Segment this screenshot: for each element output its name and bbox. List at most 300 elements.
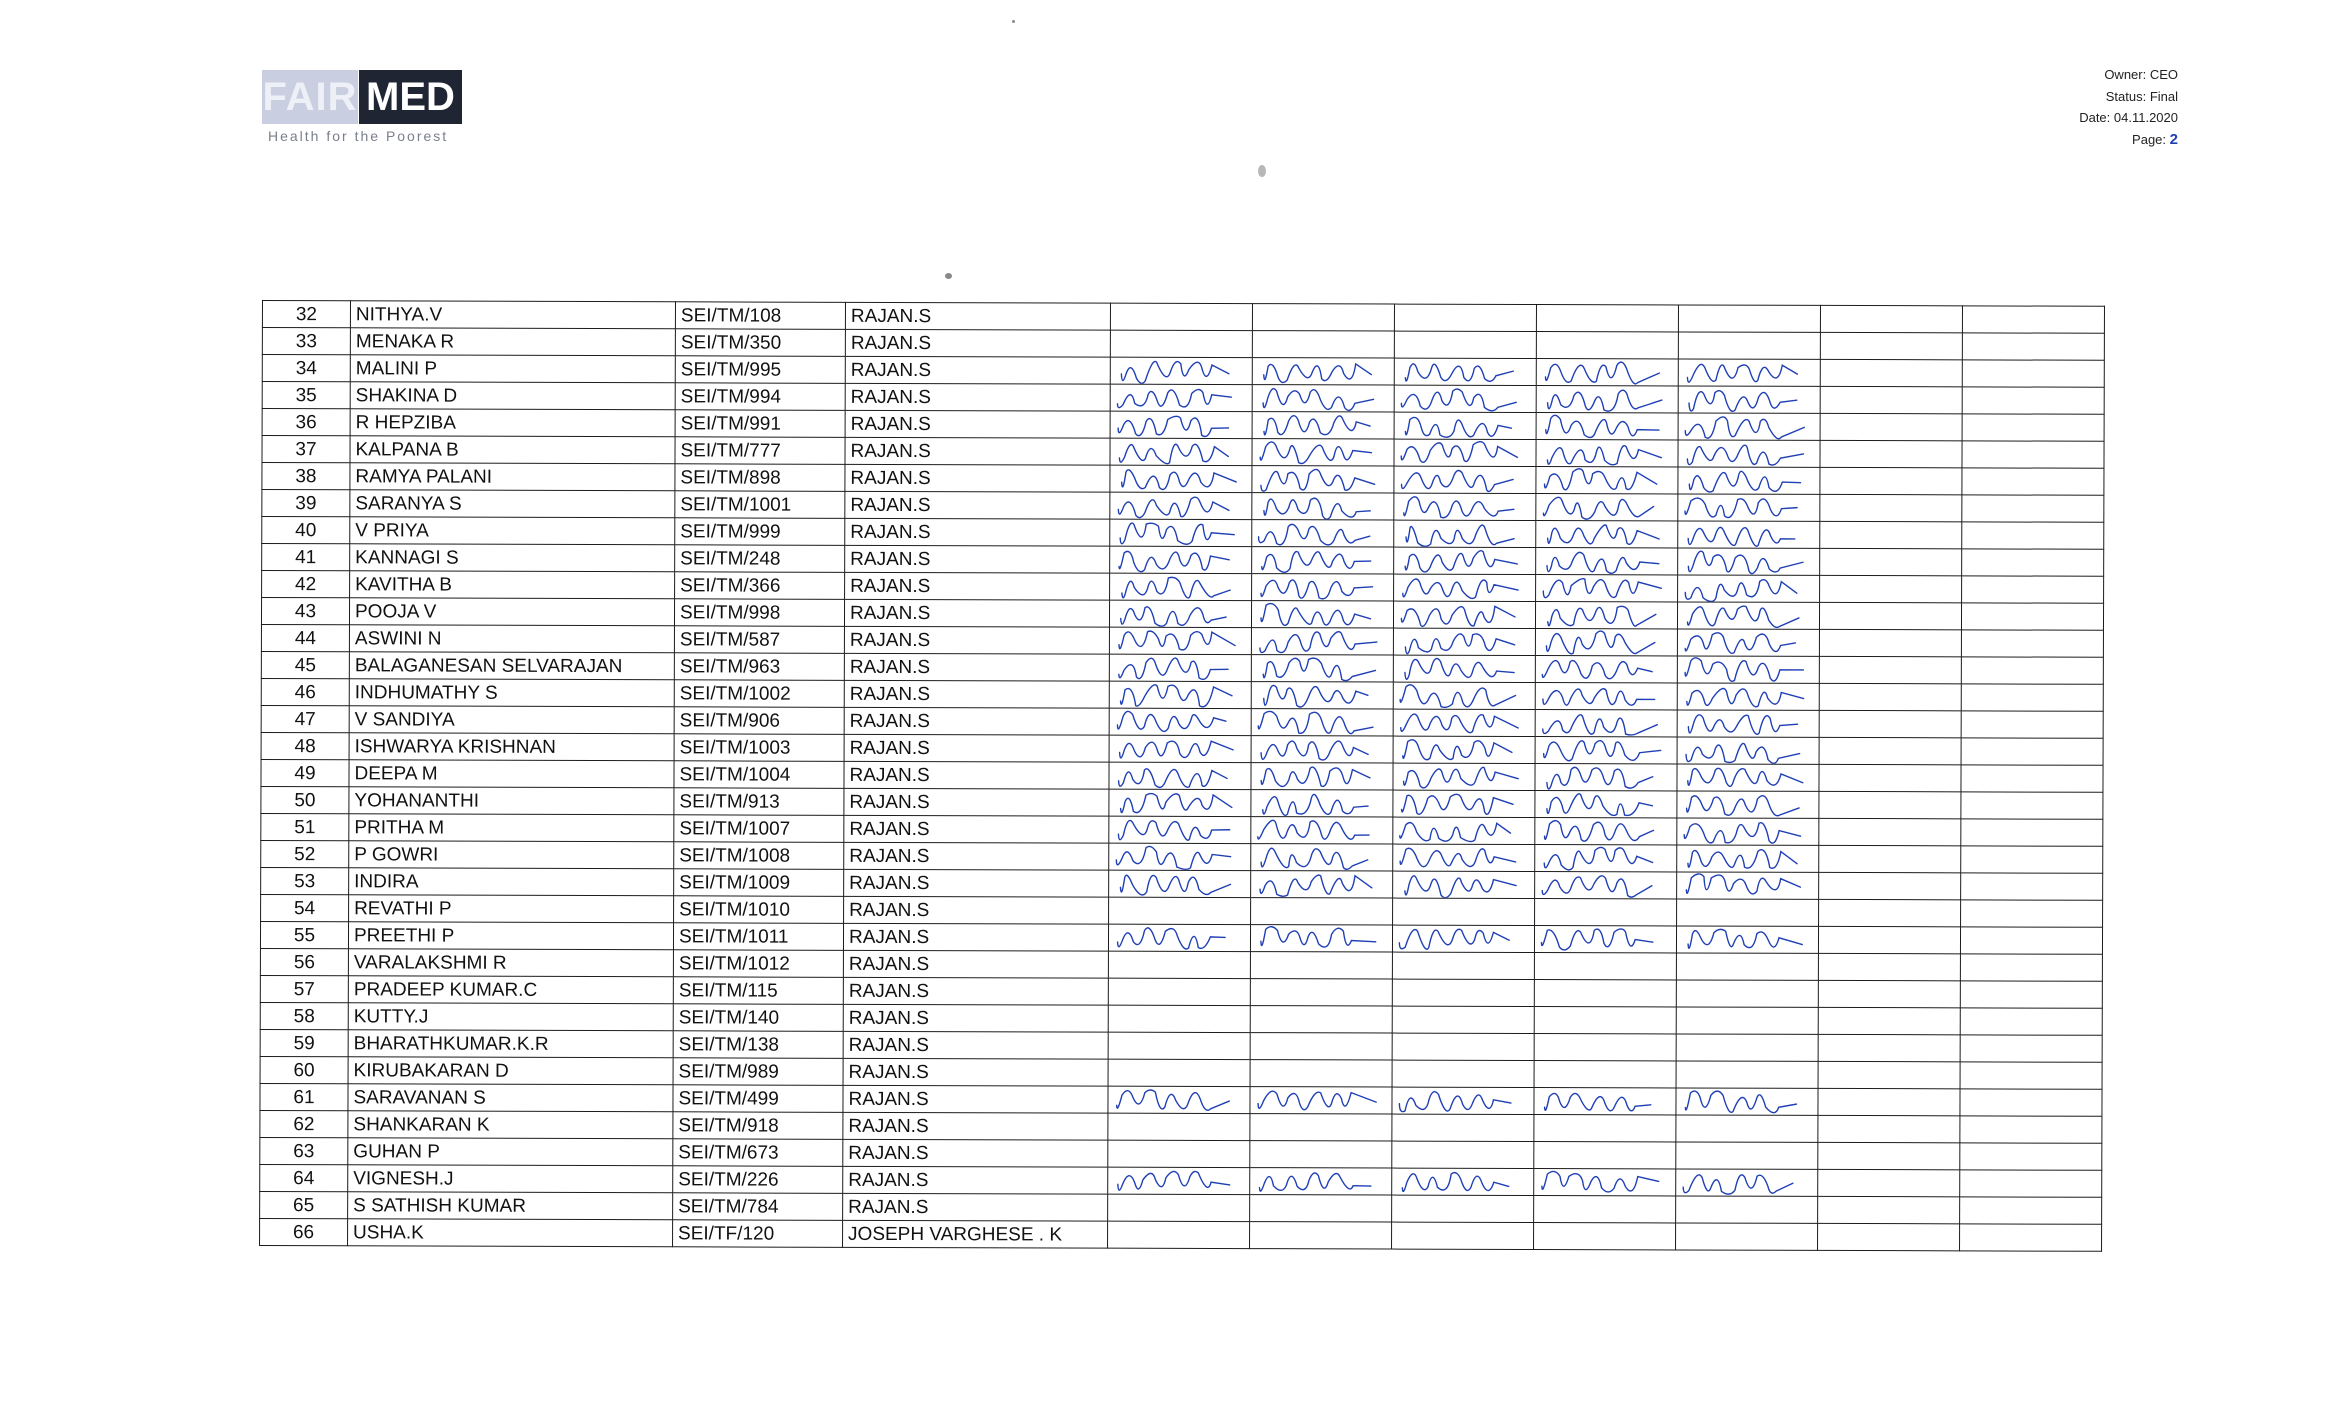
- signature-cell: [1394, 547, 1536, 574]
- employee-name: VARALAKSHMI R: [348, 949, 673, 977]
- handwritten-signature: [1677, 791, 1819, 818]
- employee-id: SEI/TM/248: [675, 545, 845, 573]
- row-number: 62: [260, 1110, 348, 1137]
- employee-id: SEI/TM/1002: [674, 680, 844, 708]
- supervisor-name: RAJAN.S: [843, 1193, 1108, 1221]
- employee-id: SEI/TM/898: [675, 464, 845, 492]
- signature-cell: [1250, 925, 1392, 952]
- row-number: 39: [262, 490, 350, 517]
- signature-cell: [1109, 816, 1251, 843]
- handwritten-signature: [1110, 438, 1252, 465]
- signature-cell: [1534, 1168, 1676, 1195]
- handwritten-signature: [1536, 467, 1678, 494]
- signature-cell: [1961, 846, 2103, 873]
- signature-cell: [1818, 926, 1960, 953]
- signature-cell: [1393, 601, 1535, 628]
- employee-id: SEI/TM/906: [674, 707, 844, 735]
- handwritten-signature: [1392, 1087, 1534, 1114]
- employee-name: ASWINI N: [349, 625, 674, 653]
- signature-cell: [1535, 656, 1677, 683]
- signature-cell: [1818, 953, 1960, 980]
- employee-name: PREETHI P: [348, 922, 673, 950]
- signature-cell: [1252, 493, 1394, 520]
- signature-cell: [1819, 683, 1961, 710]
- employee-id: SEI/TM/1011: [673, 923, 843, 951]
- signature-cell: [1394, 493, 1536, 520]
- signature-cell: [1392, 1060, 1534, 1087]
- signature-cell: [1393, 790, 1535, 817]
- handwritten-signature: [1678, 548, 1820, 575]
- signature-cell: [1678, 440, 1820, 467]
- signature-cell: [1676, 1142, 1818, 1169]
- handwritten-signature: [1110, 384, 1252, 411]
- signature-cell: [1818, 1034, 1960, 1061]
- signature-cell: [1109, 843, 1251, 870]
- signature-cell: [1678, 548, 1820, 575]
- meta-page: [2079, 129, 2178, 151]
- signature-cell: [1535, 629, 1677, 656]
- signature-cell: [1535, 791, 1677, 818]
- signature-cell: [1677, 602, 1819, 629]
- handwritten-signature: [1110, 411, 1252, 438]
- signature-cell: [1392, 1006, 1534, 1033]
- supervisor-name: JOSEPH VARGHESE . K: [843, 1220, 1108, 1248]
- signature-cell: [1250, 952, 1392, 979]
- row-number: 50: [261, 786, 349, 813]
- signature-cell: [1960, 1062, 2102, 1089]
- signature-cell: [1535, 764, 1677, 791]
- row-number: 45: [261, 651, 349, 678]
- handwritten-signature: [1536, 359, 1678, 386]
- signature-cell: [1820, 494, 1962, 521]
- handwritten-signature: [1251, 655, 1393, 682]
- signature-cell: [1820, 305, 1962, 332]
- row-number: 66: [260, 1218, 348, 1245]
- supervisor-name: RAJAN.S: [843, 1058, 1108, 1086]
- handwritten-signature: [1677, 602, 1819, 629]
- employee-name: SARAVANAN S: [348, 1084, 673, 1112]
- row-number: 51: [261, 813, 349, 840]
- employee-id: SEI/TM/587: [674, 626, 844, 654]
- signature-cell: [1819, 845, 1961, 872]
- row-number: 49: [261, 759, 349, 786]
- handwritten-signature: [1678, 413, 1820, 440]
- supervisor-name: RAJAN.S: [843, 1112, 1108, 1140]
- signature-cell: [1536, 413, 1678, 440]
- signature-cell: [1109, 681, 1251, 708]
- signature-cell: [1962, 333, 2104, 360]
- signature-cell: [1961, 819, 2103, 846]
- employee-name: S SATHISH KUMAR: [348, 1192, 673, 1220]
- handwritten-signature: [1535, 737, 1677, 764]
- supervisor-name: RAJAN.S: [844, 788, 1109, 816]
- meta-date: Date: 04.11.2020: [2079, 110, 2178, 125]
- handwritten-signature: [1394, 574, 1536, 601]
- handwritten-signature: [1392, 1168, 1534, 1195]
- employee-name: KIRUBAKARAN D: [348, 1057, 673, 1085]
- handwritten-signature: [1108, 1167, 1250, 1194]
- signature-cell: [1251, 763, 1393, 790]
- signature-cell: [1108, 1032, 1250, 1059]
- signature-cell: [1961, 873, 2103, 900]
- handwritten-signature: [1109, 789, 1251, 816]
- employee-name: BHARATHKUMAR.K.R: [348, 1030, 673, 1058]
- employee-id: SEI/TM/991: [675, 410, 845, 438]
- scan-speck: [1258, 165, 1266, 177]
- signature-cell: [1110, 546, 1252, 573]
- signature-cell: [1250, 1033, 1392, 1060]
- supervisor-name: RAJAN.S: [843, 923, 1108, 951]
- signature-cell: [1962, 495, 2104, 522]
- signature-cell: [1110, 411, 1252, 438]
- signature-cell: [1251, 871, 1393, 898]
- employee-id: SEI/TM/999: [675, 518, 845, 546]
- signature-cell: [1960, 1116, 2102, 1143]
- signature-cell: [1250, 1114, 1392, 1141]
- signature-cell: [1820, 521, 1962, 548]
- signature-cell: [1393, 871, 1535, 898]
- row-number: 55: [260, 921, 348, 948]
- signature-cell: [1820, 440, 1962, 467]
- employee-name: RAMYA PALANI: [350, 463, 675, 491]
- row-number: 33: [262, 328, 350, 355]
- attendance-table: [259, 300, 2105, 1252]
- handwritten-signature: [1677, 737, 1819, 764]
- signature-cell: [1393, 817, 1535, 844]
- signature-cell: [1819, 602, 1961, 629]
- signature-cell: [1392, 952, 1534, 979]
- signature-cell: [1962, 522, 2104, 549]
- supervisor-name: RAJAN.S: [844, 815, 1109, 843]
- signature-cell: [1394, 439, 1536, 466]
- handwritten-signature: [1536, 521, 1678, 548]
- row-number: 64: [260, 1164, 348, 1191]
- employee-name: PRADEEP KUMAR.C: [348, 976, 673, 1004]
- handwritten-signature: [1535, 818, 1677, 845]
- signature-cell: [1535, 683, 1677, 710]
- signature-cell: [1393, 736, 1535, 763]
- employee-name: MALINI P: [350, 355, 675, 383]
- handwritten-signature: [1677, 764, 1819, 791]
- signature-cell: [1536, 359, 1678, 386]
- employee-name: POOJA V: [349, 598, 674, 626]
- meta-page-number: 2: [2169, 130, 2178, 148]
- signature-cell: [1536, 332, 1678, 359]
- signature-cell: [1251, 817, 1393, 844]
- employee-id: SEI/TM/777: [675, 437, 845, 465]
- employee-name: DEEPA M: [349, 760, 674, 788]
- signature-cell: [1252, 331, 1394, 358]
- signature-cell: [1250, 1195, 1392, 1222]
- row-number: 60: [260, 1056, 348, 1083]
- signature-cell: [1252, 439, 1394, 466]
- signature-cell: [1535, 737, 1677, 764]
- handwritten-signature: [1677, 872, 1819, 899]
- signature-cell: [1110, 303, 1252, 330]
- signature-cell: [1394, 574, 1536, 601]
- signature-cell: [1677, 899, 1819, 926]
- signature-cell: [1393, 844, 1535, 871]
- handwritten-signature: [1109, 654, 1251, 681]
- handwritten-signature: [1393, 655, 1535, 682]
- row-number: 57: [260, 975, 348, 1002]
- signature-cell: [1394, 304, 1536, 331]
- signature-cell: [1820, 332, 1962, 359]
- handwritten-signature: [1252, 358, 1394, 385]
- employee-name: KAVITHA B: [350, 571, 675, 599]
- signature-cell: [1818, 1007, 1960, 1034]
- logo-tagline: Health for the Poorest: [268, 128, 449, 144]
- handwritten-signature: [1536, 548, 1678, 575]
- signature-cell: [1251, 655, 1393, 682]
- employee-id: SEI/TM/1003: [674, 734, 844, 762]
- signature-cell: [1250, 1222, 1392, 1249]
- row-number: 36: [262, 409, 350, 436]
- signature-cell: [1393, 763, 1535, 790]
- supervisor-name: RAJAN.S: [843, 1085, 1108, 1113]
- handwritten-signature: [1676, 1088, 1818, 1115]
- signature-cell: [1960, 1143, 2102, 1170]
- signature-cell: [1819, 629, 1961, 656]
- employee-name: V SANDIYA: [349, 706, 674, 734]
- signature-cell: [1819, 791, 1961, 818]
- signature-cell: [1252, 304, 1394, 331]
- signature-cell: [1960, 954, 2102, 981]
- signature-cell: [1534, 1061, 1676, 1088]
- employee-id: SEI/TM/673: [673, 1139, 843, 1167]
- signature-cell: [1819, 818, 1961, 845]
- signature-cell: [1962, 576, 2104, 603]
- signature-cell: [1394, 385, 1536, 412]
- supervisor-name: RAJAN.S: [845, 518, 1110, 546]
- handwritten-signature: [1536, 440, 1678, 467]
- handwritten-signature: [1677, 845, 1819, 872]
- supervisor-name: RAJAN.S: [844, 842, 1109, 870]
- signature-cell: [1818, 1061, 1960, 1088]
- employee-id: SEI/TM/989: [673, 1058, 843, 1086]
- signature-cell: [1676, 1088, 1818, 1115]
- handwritten-signature: [1677, 710, 1819, 737]
- signature-cell: [1108, 951, 1250, 978]
- handwritten-signature: [1108, 924, 1250, 951]
- signature-cell: [1392, 1222, 1534, 1249]
- supervisor-name: RAJAN.S: [844, 869, 1109, 897]
- signature-cell: [1392, 1168, 1534, 1195]
- signature-cell: [1393, 628, 1535, 655]
- signature-cell: [1677, 656, 1819, 683]
- employee-name: GUHAN P: [348, 1138, 673, 1166]
- handwritten-signature: [1251, 736, 1393, 763]
- row-number: 44: [261, 624, 349, 651]
- supervisor-name: RAJAN.S: [844, 896, 1109, 924]
- signature-cell: [1676, 1169, 1818, 1196]
- employee-id: SEI/TM/226: [673, 1166, 843, 1194]
- signature-cell: [1535, 602, 1677, 629]
- signature-cell: [1109, 789, 1251, 816]
- signature-cell: [1536, 548, 1678, 575]
- employee-id: SEI/TM/115: [673, 977, 843, 1005]
- signature-cell: [1110, 492, 1252, 519]
- handwritten-signature: [1535, 629, 1677, 656]
- handwritten-signature: [1535, 791, 1677, 818]
- row-number: 53: [261, 867, 349, 894]
- handwritten-signature: [1109, 816, 1251, 843]
- signature-cell: [1962, 441, 2104, 468]
- signature-cell: [1535, 710, 1677, 737]
- fairmed-logo: [262, 70, 472, 150]
- signature-cell: [1536, 440, 1678, 467]
- handwritten-signature: [1677, 683, 1819, 710]
- row-number: 52: [261, 840, 349, 867]
- handwritten-signature: [1678, 440, 1820, 467]
- handwritten-signature: [1252, 493, 1394, 520]
- employee-id: SEI/TM/1004: [674, 761, 844, 789]
- signature-cell: [1819, 899, 1961, 926]
- signature-cell: [1252, 574, 1394, 601]
- signature-cell: [1676, 953, 1818, 980]
- signature-cell: [1109, 708, 1251, 735]
- signature-cell: [1961, 603, 2103, 630]
- signature-cell: [1819, 656, 1961, 683]
- signature-cell: [1678, 413, 1820, 440]
- handwritten-signature: [1677, 656, 1819, 683]
- employee-name: NITHYA.V: [350, 301, 675, 329]
- meta-page-label: Page:: [2132, 131, 2167, 147]
- row-number: 34: [262, 355, 350, 382]
- table-row: [260, 1218, 2102, 1251]
- handwritten-signature: [1535, 683, 1677, 710]
- signature-cell: [1677, 710, 1819, 737]
- row-number: 42: [262, 571, 350, 598]
- handwritten-signature: [1393, 736, 1535, 763]
- handwritten-signature: [1251, 790, 1393, 817]
- signature-cell: [1677, 764, 1819, 791]
- supervisor-name: RAJAN.S: [843, 950, 1108, 978]
- signature-cell: [1678, 332, 1820, 359]
- employee-name: V PRIYA: [350, 517, 675, 545]
- signature-cell: [1108, 1221, 1250, 1248]
- row-number: 59: [260, 1029, 348, 1056]
- handwritten-signature: [1252, 439, 1394, 466]
- signature-cell: [1392, 1141, 1534, 1168]
- signature-cell: [1394, 466, 1536, 493]
- signature-cell: [1960, 1008, 2102, 1035]
- signature-cell: [1818, 1115, 1960, 1142]
- signature-cell: [1818, 1196, 1960, 1223]
- signature-cell: [1961, 657, 2103, 684]
- signature-cell: [1678, 359, 1820, 386]
- signature-cell: [1961, 684, 2103, 711]
- signature-cell: [1820, 386, 1962, 413]
- handwritten-signature: [1393, 844, 1535, 871]
- signature-cell: [1961, 711, 2103, 738]
- signature-cell: [1108, 1194, 1250, 1221]
- supervisor-name: RAJAN.S: [844, 599, 1109, 627]
- supervisor-name: RAJAN.S: [845, 410, 1110, 438]
- handwritten-signature: [1394, 385, 1536, 412]
- handwritten-signature: [1252, 385, 1394, 412]
- handwritten-signature: [1252, 466, 1394, 493]
- signature-cell: [1392, 1114, 1534, 1141]
- signature-cell: [1819, 764, 1961, 791]
- signature-cell: [1820, 413, 1962, 440]
- employee-name: R HEPZIBA: [350, 409, 675, 437]
- signature-cell: [1110, 573, 1252, 600]
- handwritten-signature: [1392, 925, 1534, 952]
- row-number: 58: [260, 1002, 348, 1029]
- handwritten-signature: [1251, 709, 1393, 736]
- employee-name: PRITHA M: [349, 814, 674, 842]
- supervisor-name: RAJAN.S: [845, 545, 1110, 573]
- signature-cell: [1251, 709, 1393, 736]
- handwritten-signature: [1535, 656, 1677, 683]
- handwritten-signature: [1251, 871, 1393, 898]
- row-number: 46: [261, 678, 349, 705]
- signature-cell: [1394, 520, 1536, 547]
- signature-cell: [1818, 1223, 1960, 1250]
- handwritten-signature: [1250, 925, 1392, 952]
- signature-cell: [1109, 762, 1251, 789]
- handwritten-signature: [1393, 871, 1535, 898]
- signature-cell: [1250, 1006, 1392, 1033]
- signature-cell: [1960, 1089, 2102, 1116]
- handwritten-signature: [1110, 519, 1252, 546]
- handwritten-signature: [1393, 817, 1535, 844]
- handwritten-signature: [1110, 573, 1252, 600]
- handwritten-signature: [1108, 1086, 1250, 1113]
- handwritten-signature: [1109, 735, 1251, 762]
- handwritten-signature: [1393, 628, 1535, 655]
- handwritten-signature: [1252, 547, 1394, 574]
- row-number: 48: [261, 732, 349, 759]
- signature-cell: [1110, 384, 1252, 411]
- signature-cell: [1960, 1197, 2102, 1224]
- employee-id: SEI/TM/998: [674, 599, 844, 627]
- signature-cell: [1108, 924, 1250, 951]
- employee-name: P GOWRI: [349, 841, 674, 869]
- signature-cell: [1676, 1223, 1818, 1250]
- handwritten-signature: [1252, 520, 1394, 547]
- employee-name: SHANKARAN K: [348, 1111, 673, 1139]
- handwritten-signature: [1250, 1168, 1392, 1195]
- signature-cell: [1108, 1086, 1250, 1113]
- signature-cell: [1677, 872, 1819, 899]
- signature-cell: [1820, 467, 1962, 494]
- signature-cell: [1536, 386, 1678, 413]
- supervisor-name: RAJAN.S: [843, 1139, 1108, 1167]
- signature-cell: [1251, 736, 1393, 763]
- supervisor-name: RAJAN.S: [844, 707, 1109, 735]
- signature-cell: [1109, 870, 1251, 897]
- signature-cell: [1536, 305, 1678, 332]
- signature-cell: [1961, 738, 2103, 765]
- supervisor-name: RAJAN.S: [845, 437, 1110, 465]
- employee-name: MENAKA R: [350, 328, 675, 356]
- signature-cell: [1394, 331, 1536, 358]
- signature-cell: [1962, 306, 2104, 333]
- supervisor-name: RAJAN.S: [845, 329, 1110, 357]
- signature-cell: [1109, 600, 1251, 627]
- signature-cell: [1109, 627, 1251, 654]
- signature-cell: [1962, 360, 2104, 387]
- signature-cell: [1393, 898, 1535, 925]
- supervisor-name: RAJAN.S: [845, 383, 1110, 411]
- employee-id: SEI/TM/350: [675, 329, 845, 357]
- supervisor-name: RAJAN.S: [843, 1004, 1108, 1032]
- signature-cell: [1110, 357, 1252, 384]
- scan-speck: [945, 273, 952, 279]
- handwritten-signature: [1535, 845, 1677, 872]
